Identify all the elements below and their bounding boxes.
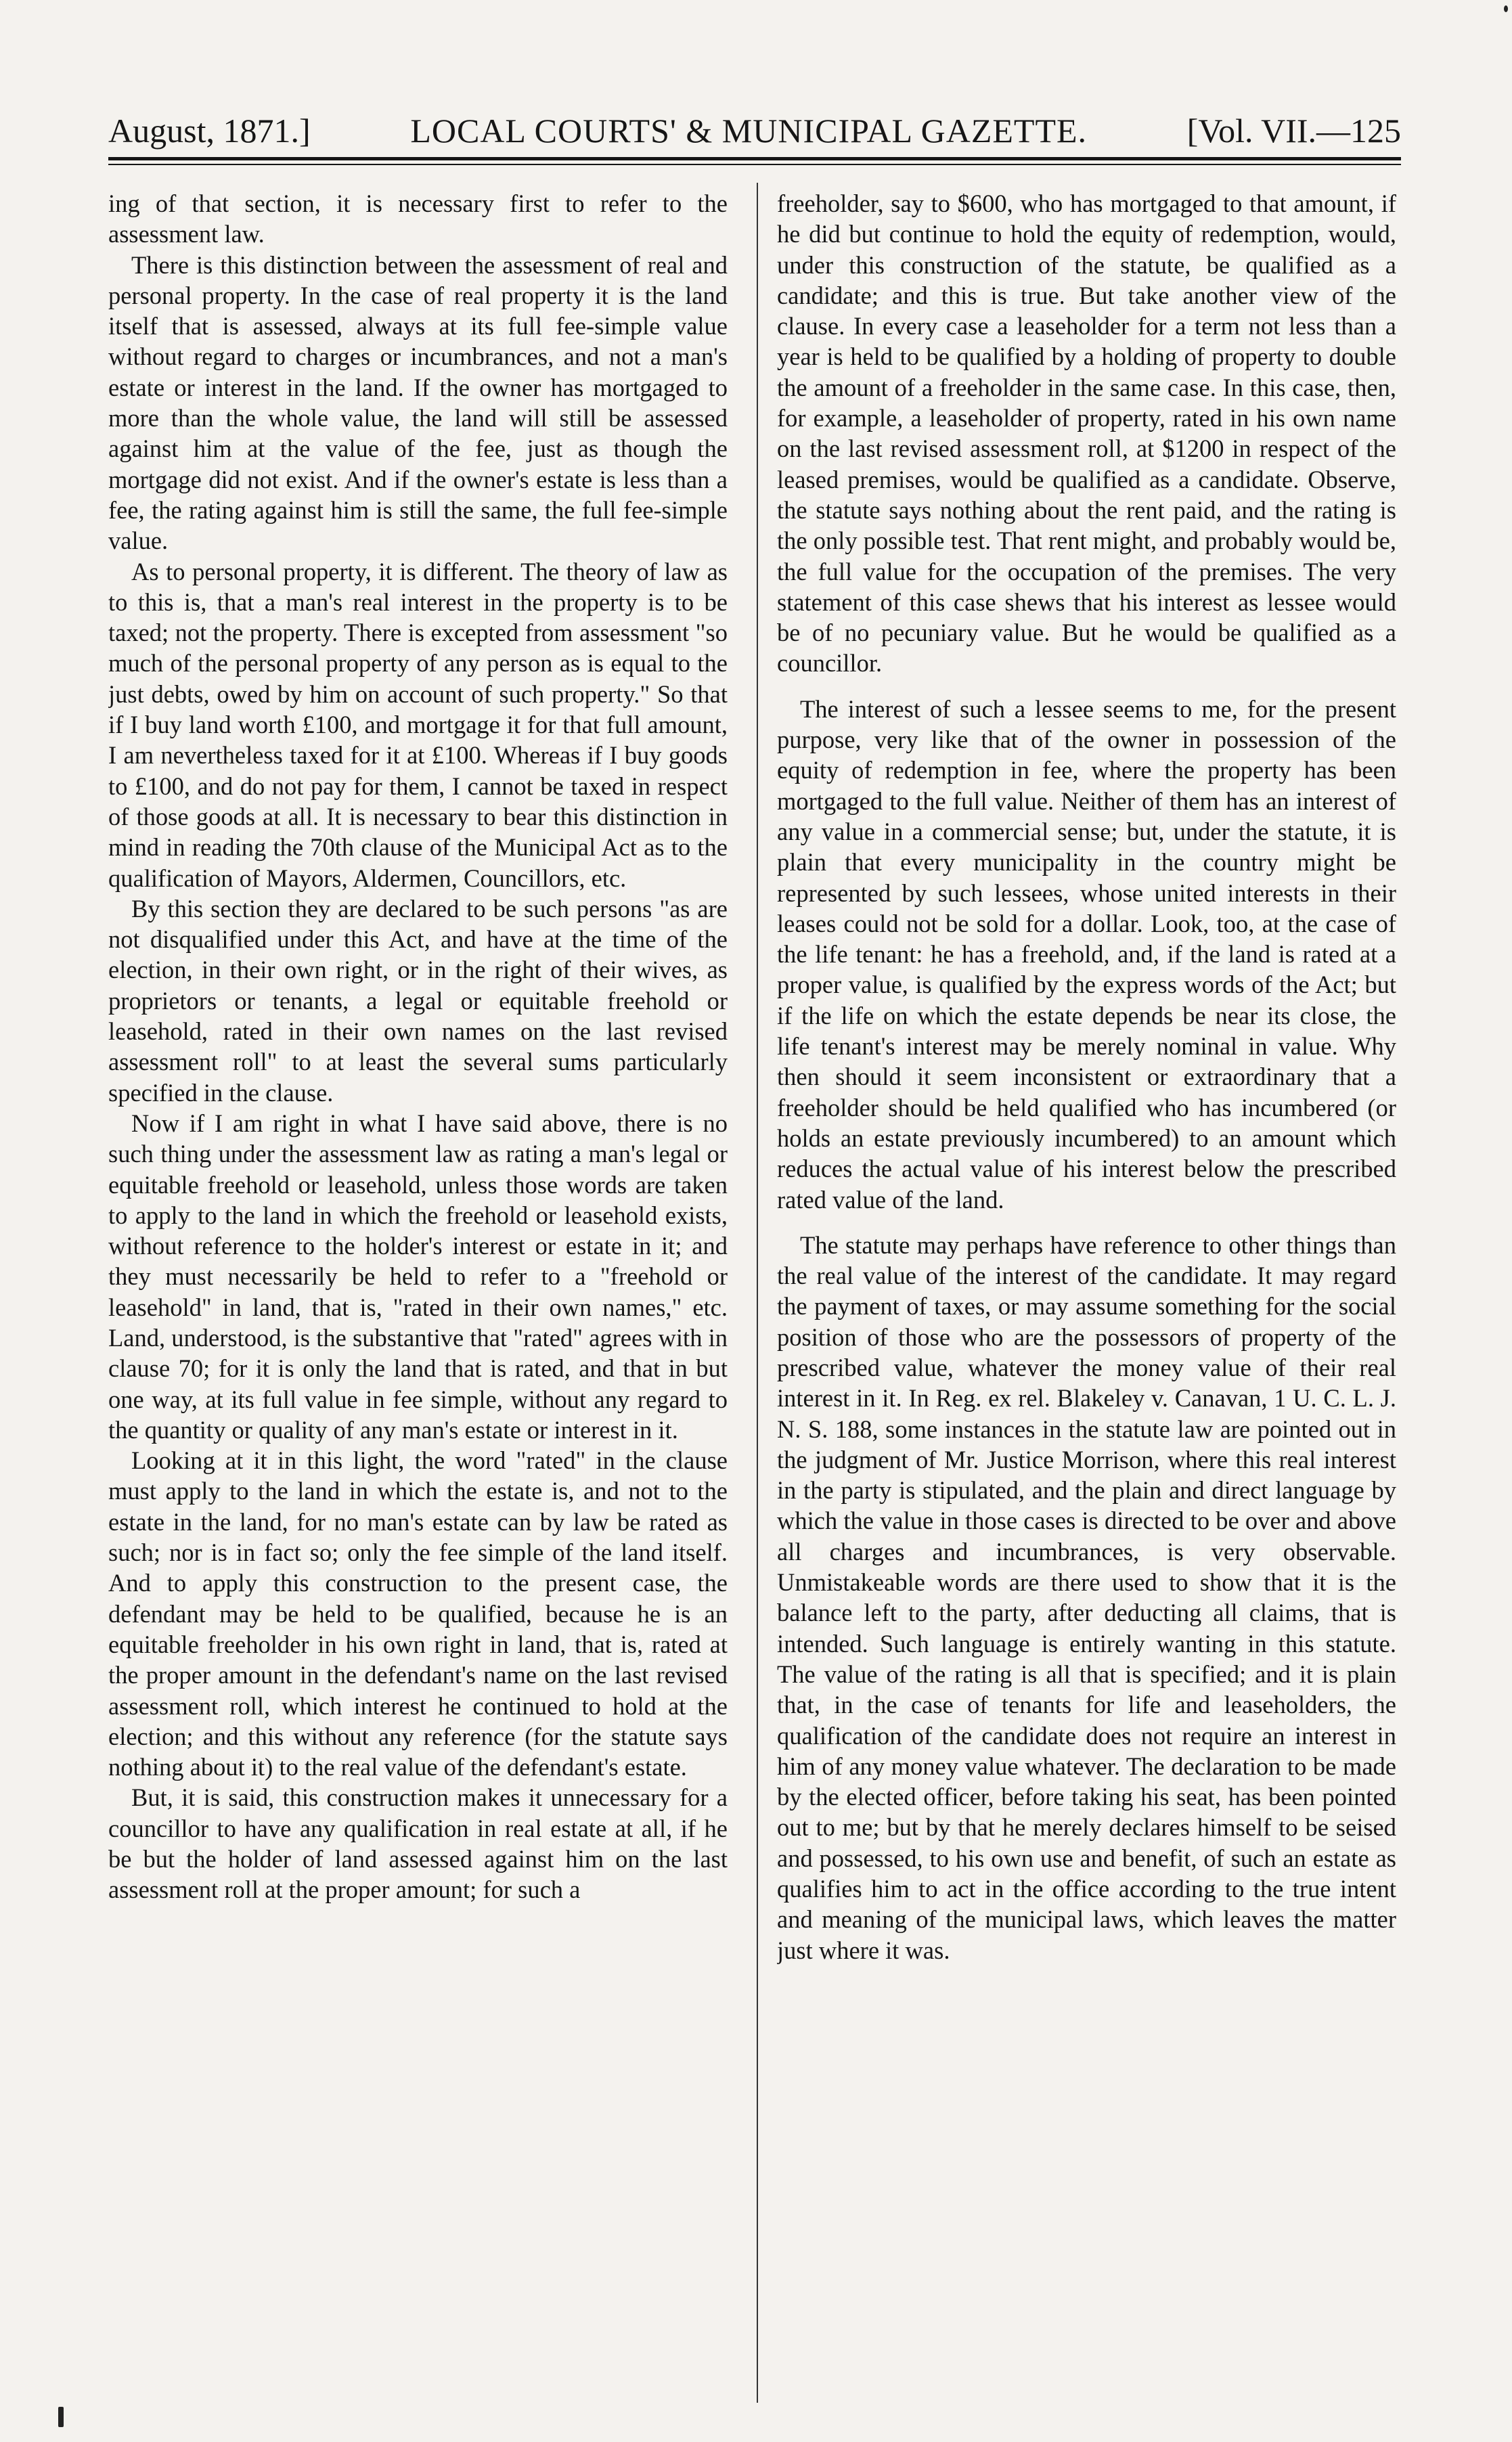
left-column [108, 188, 728, 2401]
header-rule-thick [108, 157, 1401, 160]
paragraph: ing of that section, it is necessary first to refer to the assessment law. [108, 190, 728, 248]
header-rule-thin [108, 164, 1401, 165]
paragraph: The statute may perhaps have reference to other things than the real value of the interest of the candidate. It may regard the payment of taxes, or may assume something for the social position of those who are the possessors of property of the prescribed value, whatever the money value of their real interest in it. In Reg. ex rel. Blakeley v. Canavan, 1 U. C. L. J. N. S. 188, some instances in the statute law are pointed out in the judgment of Mr. Justice Morrison, where this real interest in the party is stipulated, and the plain and direct language by which the value in those cases is directed to be over and above all charges and incumbrances, is very observable. Unmistakeable words are there used to show that it is the balance left to the party, after deducting all claims, that is intended. Such language is entirely wanting in this statute. The value of the rating is all that is specified; and it is plain that, in the case of tenants for life and leaseholders, the qualification of the candidate does not require an interest in him of any money value whatever. The declaration to be made by the elected officer, before taking his seat, has been pointed out to me; but by that he merely declares himself to be seised and possessed, to his own use and benefit, of such an estate as qualifies him to act in the office according to the true intent and meaning of the municipal laws, which leaves the matter just where it was. [777, 1230, 1396, 1964]
paragraph: Looking at it in this light, the word "rated" in the clause must apply to the land in which the estate is, and not to the estate in the land, for no man's estate can by law be rated as such; nor is in fact so; only the fee simple of the land itself. And to apply this construction to the present case, the defendant may be held to be qualified, because he is an equitable freeholder in his own right in land, that is, rated at the proper amount in the defendant's name on the last revised assessment roll, which interest he continued to hold at the election; and this without any reference (for the statute says nothing about it) to the real value of the defendant's estate. [108, 1446, 728, 1781]
header-volume-page: [Vol. VII.—125 [1186, 112, 1401, 150]
paragraph: But, it is said, this construction makes it unnecessary for a councillor to have any qualification in real estate at all, if he be but the holder of land assessed against him on the last assessment roll at the proper amount; for such a [108, 1783, 728, 1904]
paragraph: There is this distinction between the assessment of real and personal property. In the case of real property it is the land itself that is assessed, always at its full fee-simple value without regard to charges or incumbrances, and not a man's estate or interest in the land. If the owner has mortgaged to more than the whole value, the land will still be assessed against him at the value of the fee, just as though the mortgage did not exist. And if the owner's estate is less than a fee, the rating against him is still the same, the full fee-simple value. [108, 250, 728, 555]
paragraph: freeholder, say to $600, who has mortgaged to that amount, if he did but continue to hold the equity of redemption, would, under this construction of the statute, be qualified as a candidate; and this is true. But take another view of the clause. In every case a leaseholder for a term not less than a year is held to be qualified by a holding of property to double the amount of a freeholder in the same case. In this case, then, for example, a leaseholder of property, rated in his own name on the last revised assessment roll, at $1200 in respect of the leased premises, would be qualified as a candidate. Observe, the statute says nothing about the rent paid, and the rating is the only possible test. That rent might, and probably would be, the full value for the occupation of the premises. The very statement of this case shews that his interest as lessee would be of no pecuniary value. But he would be qualified as a councillor. [777, 190, 1396, 678]
ink-speck [58, 2407, 64, 2427]
paragraph: As to personal property, it is different. The theory of law as to this is, that a man's real interest in the property is to be taxed; not the property. There is excepted from assessment "so much of the personal property of any person as is equal to the just debts, owed by him on account of such property." So that if I buy land worth £100, and mortgage it for that full amount, I am nevertheless taxed for it at £100. Whereas if I buy goods to £100, and do not pay for them, I cannot be taxed in respect of those goods at all. It is necessary to bear this distinction in mind in reading the 70th clause of the Municipal Act as to the qualification of Mayors, Aldermen, Councillors, etc. [108, 557, 728, 892]
ink-speck [1504, 5, 1508, 12]
header-date: August, 1871.] [108, 112, 311, 150]
right-column [777, 188, 1396, 2401]
paragraph: By this section they are declared to be such persons "as are not disqualified under this Act, and have at the time of the election, in their own right, or in the right of their wives, as proprietors or tenants, a legal or equitable freehold or leasehold, rated in their own names on the last revised assessment roll" to at least the several sums particularly specified in the clause. [108, 894, 728, 1107]
paragraph: Now if I am right in what I have said above, there is no such thing under the assessment law as rating a man's legal or equitable freehold or leasehold, unless those words are taken to apply to the land in which the freehold or leasehold exists, without reference to the holder's interest or estate in it; and they must necessarily be held to refer to a "freehold or leasehold" in land, that is, "rated in their own names," etc. Land, understood, is the substantive that "rated" agrees with in clause 70; for it is only the land that is rated, and that in but one way, at its full value in fee simple, without any regard to the quantity or quality of any man's estate or interest in it. [108, 1109, 728, 1444]
running-header [108, 93, 1401, 148]
header-title: LOCAL COURTS' & MUNICIPAL GAZETTE. [410, 112, 1088, 150]
paragraph: The interest of such a lessee seems to me, for the present purpose, very like that of the owner in possession of the equity of redemption in fee, where the property has been mortgaged to the full value. Neither of them has an interest of any value in a commercial sense; but, under the statute, it is plain that every municipality in the country might be represented by such lessees, whose united interests in their leases could not be sold for a dollar. Look, too, at the case of the life tenant: he has a freehold, and, if the land is rated at a proper value, is qualified by the express words of the Act; but if the life on which the estate depends be near its close, the life tenant's interest may be merely nominal in value. Why then should it seem inconsistent or extraordinary that a freeholder should be held qualified who has incumbered (or holds an estate previously incumbered) to an amount which reduces the actual value of his interest below the prescribed rated value of the land. [777, 694, 1396, 1214]
column-divider [757, 183, 758, 2403]
